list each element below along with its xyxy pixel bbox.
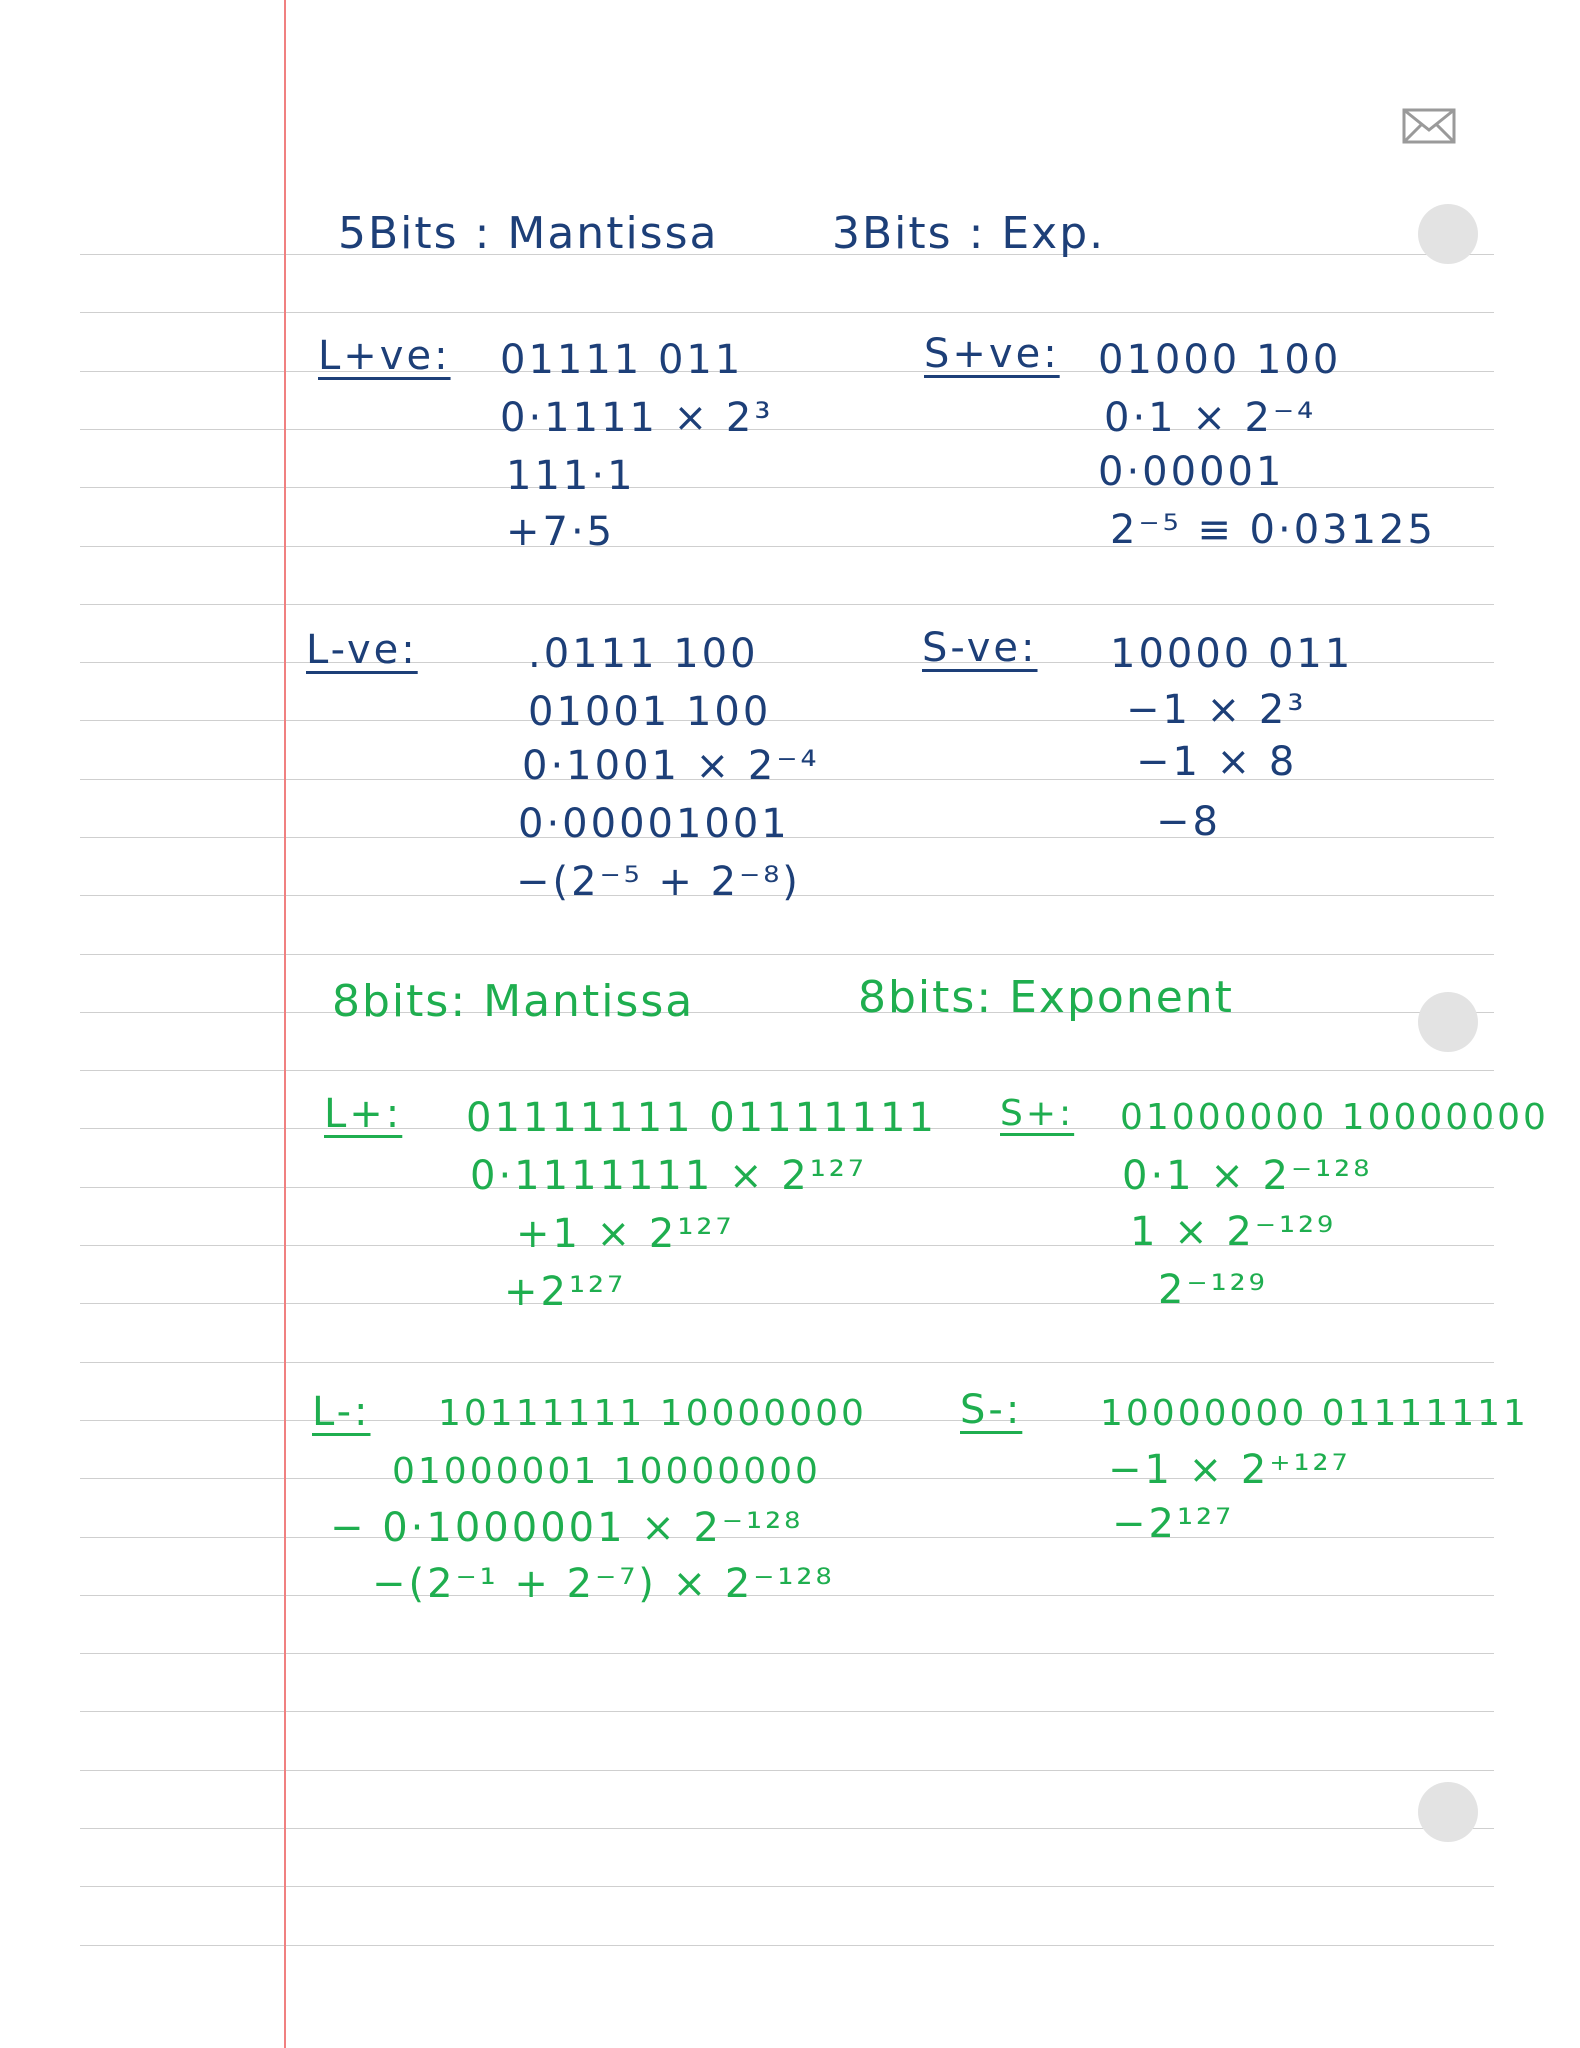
ruled-line bbox=[80, 254, 1494, 255]
part1-large-neg-line-4: 0·00001001 bbox=[518, 801, 790, 847]
part1-small-neg-line-1: 10000 011 bbox=[1110, 631, 1354, 677]
part2-large-pos-line-3: +1 × 2¹²⁷ bbox=[516, 1211, 735, 1257]
part2-large-neg-line-4: −(2⁻¹ + 2⁻⁷) × 2⁻¹²⁸ bbox=[372, 1561, 835, 1607]
part1-large-pos-line-2: 0·1111 × 2³ bbox=[500, 395, 774, 441]
ruled-line bbox=[80, 1711, 1494, 1712]
part1-large-neg-line-3: 0·1001 × 2⁻⁴ bbox=[522, 743, 820, 789]
part1-large-neg-line-1: .0111 100 bbox=[528, 631, 759, 677]
ruled-line bbox=[80, 1362, 1494, 1363]
part1-heading-exponent: 3Bits : Exp. bbox=[832, 208, 1106, 259]
part1-small-neg-line-3: −1 × 8 bbox=[1136, 739, 1298, 785]
part2-large-pos-line-2: 0·1111111 × 2¹²⁷ bbox=[470, 1153, 867, 1199]
part2-large-neg-line-2: 01000001 10000000 bbox=[392, 1451, 821, 1492]
ruled-lines bbox=[80, 0, 1494, 2048]
part2-small-pos-line-2: 0·1 × 2⁻¹²⁸ bbox=[1122, 1153, 1373, 1199]
part1-large-neg-line-2: 01001 100 bbox=[528, 689, 772, 735]
part2-small-neg-line-1: 10000000 01111111 bbox=[1100, 1393, 1529, 1434]
part2-heading-exponent: 8bits: Exponent bbox=[858, 972, 1234, 1023]
ruled-line bbox=[80, 1012, 1494, 1013]
margin-line bbox=[284, 0, 286, 2048]
part1-large-neg-label: L-ve: bbox=[306, 627, 418, 673]
part1-small-pos-line-4: 2⁻⁵ ≡ 0·03125 bbox=[1110, 507, 1436, 553]
part1-small-neg-line-4: −8 bbox=[1156, 799, 1221, 845]
part2-large-neg-line-3: − 0·1000001 × 2⁻¹²⁸ bbox=[330, 1505, 804, 1551]
part1-small-pos-line-2: 0·1 × 2⁻⁴ bbox=[1104, 395, 1317, 441]
part2-small-pos-line-1: 01000000 10000000 bbox=[1120, 1097, 1549, 1138]
part1-large-pos-line-1: 01111 011 bbox=[500, 337, 744, 383]
part1-small-pos-line-3: 0·00001 bbox=[1098, 449, 1285, 495]
part2-small-neg-label: S-: bbox=[960, 1387, 1023, 1433]
ruled-line bbox=[80, 1070, 1494, 1071]
part2-large-pos-line-4: +2¹²⁷ bbox=[504, 1269, 627, 1315]
mail-icon[interactable] bbox=[1402, 108, 1456, 144]
part2-heading-mantissa: 8bits: Mantissa bbox=[332, 976, 695, 1027]
part2-small-neg-line-3: −2¹²⁷ bbox=[1112, 1501, 1235, 1547]
part1-small-neg-line-2: −1 × 2³ bbox=[1126, 687, 1307, 733]
ruled-line bbox=[80, 954, 1494, 955]
part1-small-pos-line-1: 01000 100 bbox=[1098, 337, 1342, 383]
part1-large-neg-line-5: −(2⁻⁵ + 2⁻⁸) bbox=[516, 859, 801, 905]
ruled-line bbox=[80, 1945, 1494, 1946]
part2-large-pos-line-1: 01111111 01111111 bbox=[466, 1095, 937, 1141]
part1-heading-mantissa: 5Bits : Mantissa bbox=[338, 208, 719, 259]
part2-small-pos-line-4: 2⁻¹²⁹ bbox=[1158, 1267, 1268, 1313]
ruled-line bbox=[80, 1653, 1494, 1654]
part2-large-pos-label: L+: bbox=[324, 1091, 403, 1137]
part1-small-pos-label: S+ve: bbox=[924, 331, 1060, 377]
ruled-line bbox=[80, 1303, 1494, 1304]
part1-small-neg-label: S-ve: bbox=[922, 625, 1038, 671]
binder-hole bbox=[1418, 204, 1478, 264]
ruled-line bbox=[80, 312, 1494, 313]
part1-large-pos-line-3: 111·1 bbox=[506, 453, 636, 499]
ruled-line bbox=[80, 1886, 1494, 1887]
ruled-line bbox=[80, 604, 1494, 605]
part2-large-neg-line-1: 10111111 10000000 bbox=[438, 1393, 867, 1434]
binder-hole bbox=[1418, 992, 1478, 1052]
part2-small-pos-label: S+: bbox=[1000, 1093, 1075, 1134]
part2-large-neg-label: L-: bbox=[312, 1389, 371, 1435]
binder-hole bbox=[1418, 1782, 1478, 1842]
part2-small-pos-line-3: 1 × 2⁻¹²⁹ bbox=[1130, 1209, 1337, 1255]
part1-large-pos-label: L+ve: bbox=[318, 333, 451, 379]
part2-small-neg-line-2: −1 × 2⁺¹²⁷ bbox=[1108, 1447, 1351, 1493]
ruled-line bbox=[80, 1770, 1494, 1771]
part1-large-pos-line-4: +7·5 bbox=[506, 509, 616, 555]
ruled-line bbox=[80, 1828, 1494, 1829]
